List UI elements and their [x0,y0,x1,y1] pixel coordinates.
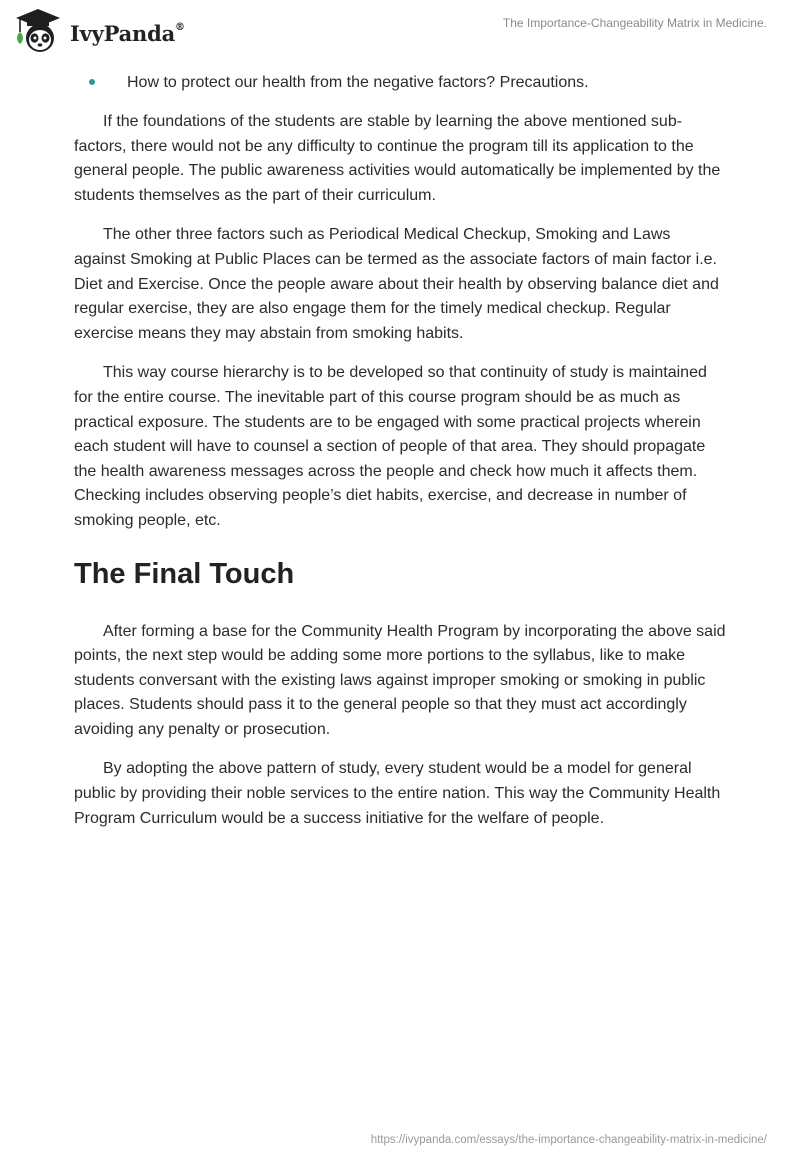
list-item: How to protect our health from the negative factors? Precautions. [74,70,726,95]
paragraph: This way course hierarchy is to be developed so that continuity of study is maintained for the entire course. The inevitable part of this course program should be as much as practical exposure. The students are to be engaged with some practical projects wherein each student will have to counsel a section of people of that area. They should propagate the health awareness messages across the people and check how much it affects them. Checking includes observing people’s diet habits, exercise, and decrease in number of smoking people, etc. [74,364,707,529]
ivypanda-logo[interactable] [14,8,185,54]
paragraph: By adopting the above pattern of study, every student would be a model for general public by providing their noble services to the entire nation. This way the Community Health Program Curriculum would be a success initiative for the welfare of people. [74,760,721,827]
section-heading: The Final Touch [74,557,295,590]
panda-graduate-icon [14,8,62,54]
paragraph: The other three factors such as Periodical Medical Checkup, Smoking and Laws against Smoking at Public Places can be termed as the associate factors of main factor i.e. Diet and Exercise. Once the people aware about their health by observing balance diet and regular exercise, they are also engage them for the timely medical checkup. Regular exercise means they may abstain from smoking habits. [74,226,719,342]
footer-source-url[interactable]: https://ivypanda.com/essays/the-importance-changeability-matrix-in-medicine/ [370,1134,767,1146]
paragraph: If the foundations of the students are stable by learning the above mentioned sub-factors, there would not be any difficulty to continue the program till its application to the general people. The public awareness activities would automatically be implemented by the students themselves as the part of their curriculum. [74,113,721,204]
page-header [0,0,800,62]
bullet-icon [89,79,95,85]
essay-content [74,70,726,831]
logo-wordmark: IvyPanda® [70,20,185,46]
bullet-list [74,70,726,95]
document-title: The Importance-Changeability Matrix in Medicine. [502,16,767,30]
paragraph: After forming a base for the Community Health Program by incorporating the above said points, the next step would be adding some more portions to the syllabus, like to make students conversant with the existing laws against improper smoking or smoking in public places. Students should pass it to the general people so that they must act accordingly avoiding any penalty or prosecution. [74,622,726,738]
